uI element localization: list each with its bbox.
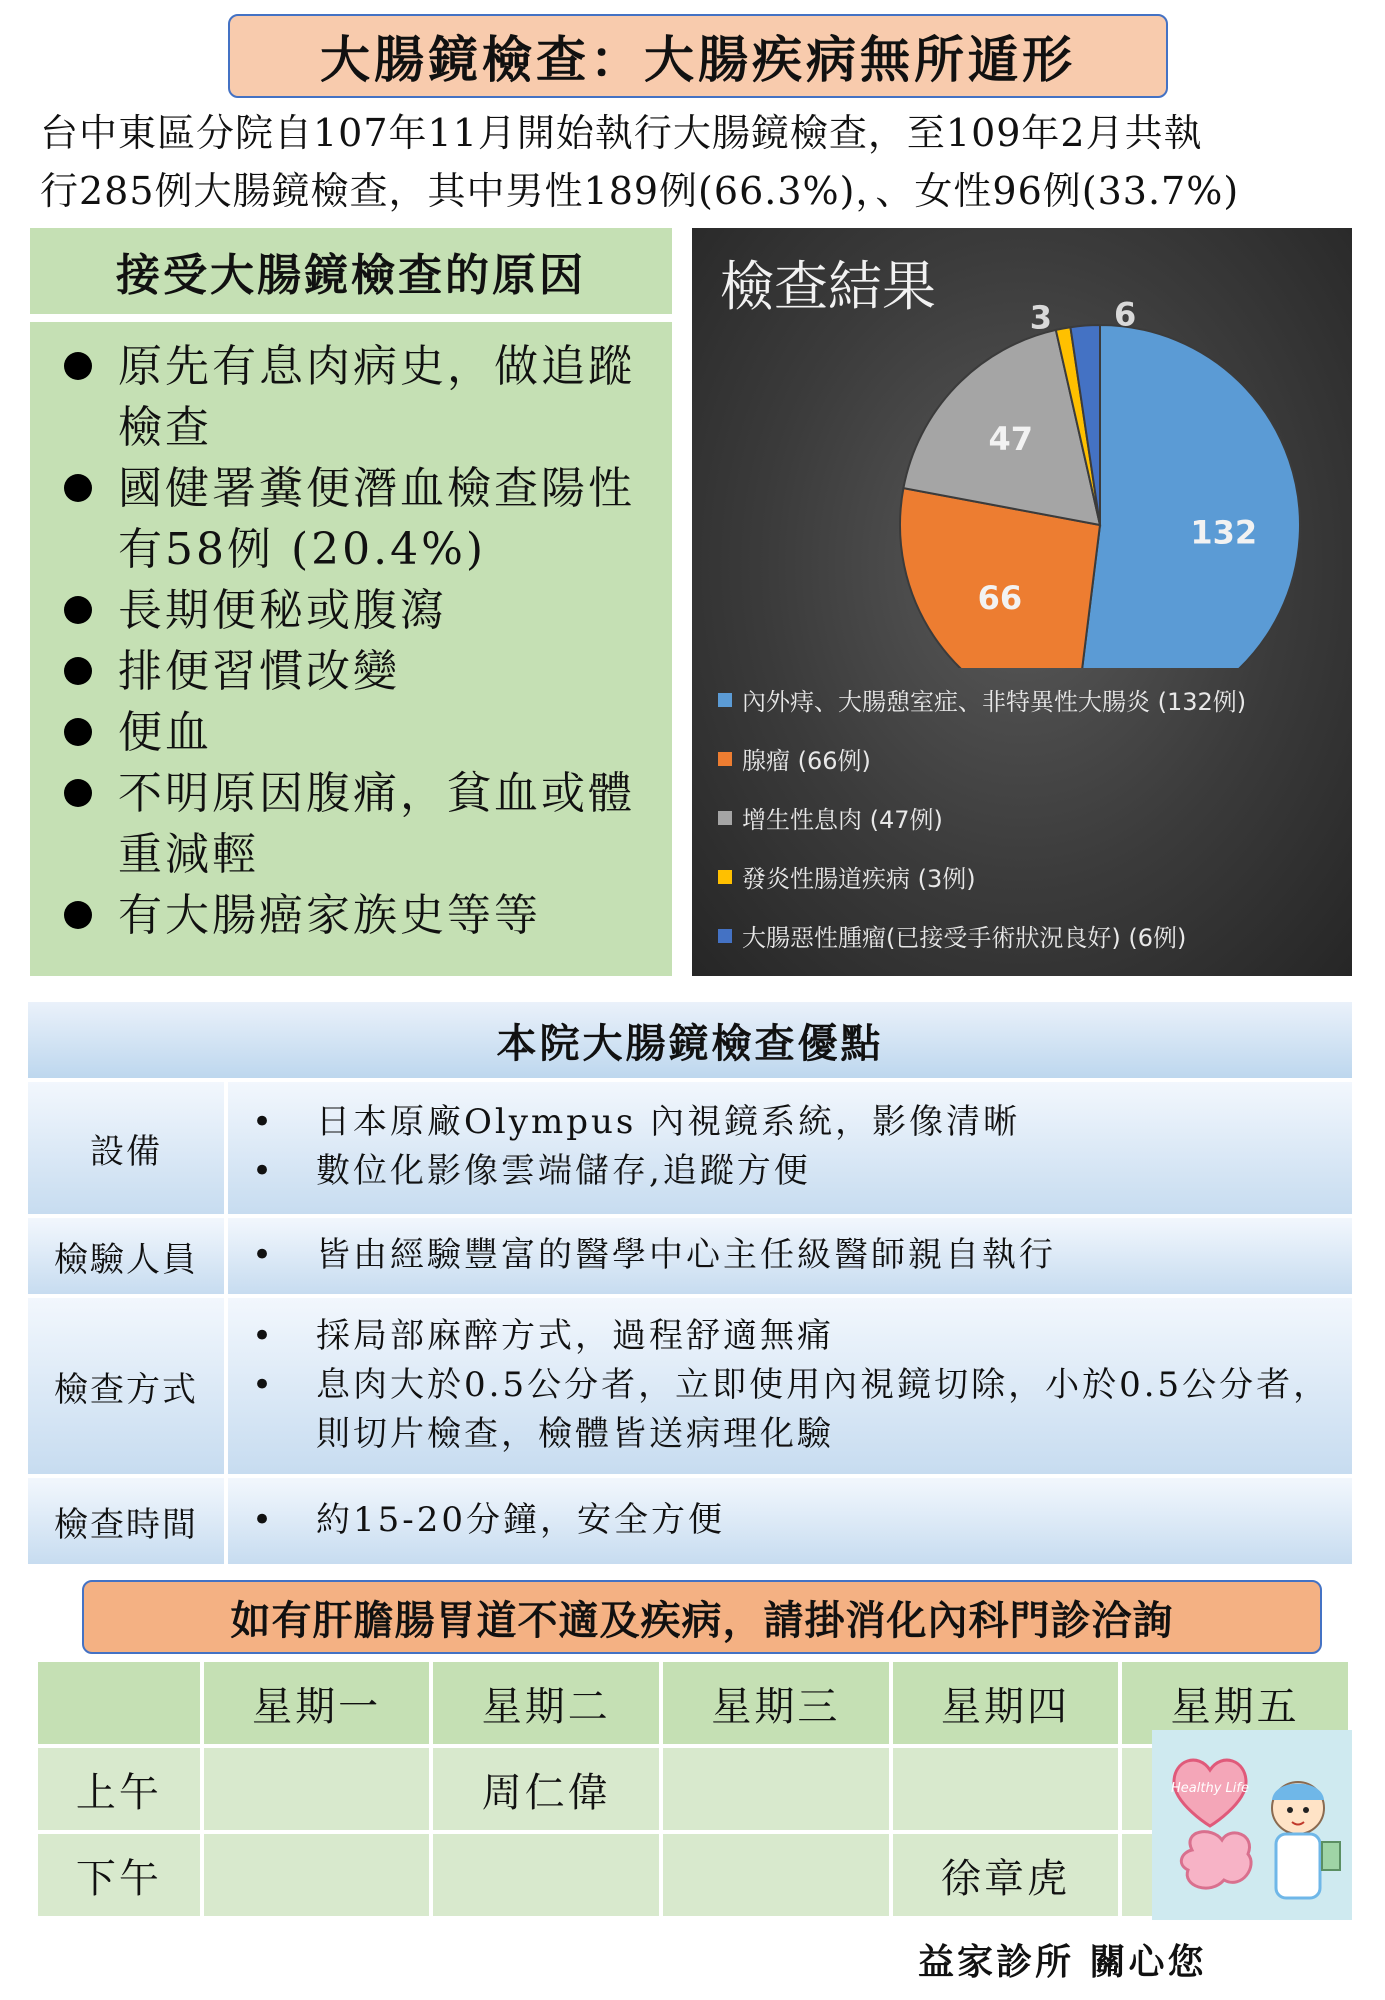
pie-data-label: 66 [977, 579, 1023, 618]
advantage-content [228, 1478, 1352, 1564]
bullet-icon: • [252, 1234, 276, 1275]
advantage-row [28, 1218, 1352, 1294]
advantages-heading: 本院大腸鏡檢查優點 [28, 1002, 1352, 1078]
advantage-label: 設備 [28, 1082, 228, 1214]
reason-text: 長期便秘或腹瀉 [118, 585, 447, 636]
schedule-cell [202, 1746, 432, 1832]
advantage-row [28, 1478, 1352, 1564]
pie-data-label: 132 [1190, 513, 1258, 552]
reason-text: 排便習慣改變 [118, 646, 400, 697]
legend-swatch-icon [718, 929, 732, 943]
bullet-dot-icon [64, 352, 92, 380]
reasons-heading: 接受大腸鏡檢查的原因 [30, 228, 672, 318]
chart-title: 檢查結果 [720, 255, 936, 318]
advantage-content [228, 1298, 1352, 1474]
bullet-icon: • [252, 1315, 276, 1356]
legend-swatch-icon [718, 752, 732, 766]
advantage-item [248, 1098, 1332, 1147]
reason-item [60, 580, 652, 641]
footer-text: 益家診所 關心您 [918, 1941, 1207, 1983]
legend-swatch-icon [718, 811, 732, 825]
legend-entry [718, 729, 1338, 788]
advantage-label: 檢驗人員 [28, 1218, 228, 1294]
bullet-icon: • [252, 1499, 276, 1540]
reason-item [60, 458, 652, 580]
clinic-notice: 如有肝膽腸胃道不適及疾病，請掛消化內科門診洽詢 [82, 1580, 1322, 1654]
legend-label: 增生性息肉 (47例) [742, 806, 943, 834]
schedule-cell [202, 1832, 432, 1918]
reason-item [60, 702, 652, 763]
schedule-row-label: 上午 [36, 1746, 202, 1832]
page-title: 大腸鏡檢查：大腸疾病無所遁形 [228, 14, 1168, 98]
bullet-dot-icon [64, 596, 92, 624]
advantage-item [248, 1231, 1332, 1280]
bullet-dot-icon [64, 657, 92, 685]
schedule-day-header: 星期三 [661, 1660, 891, 1746]
reasons-list [30, 322, 672, 976]
schedule-cell [661, 1746, 891, 1832]
advantage-label: 檢查時間 [28, 1478, 228, 1564]
advantage-label: 檢查方式 [28, 1298, 228, 1474]
reason-item [60, 641, 652, 702]
pie-data-label: 3 [1029, 298, 1053, 337]
schedule-day-header: 星期五 [1120, 1660, 1350, 1746]
reason-text: 不明原因腹痛，貧血或體重減輕 [118, 768, 635, 880]
bullet-dot-icon [64, 718, 92, 746]
legend-label: 發炎性腸道疾病 (3例) [742, 865, 976, 893]
bullet-dot-icon [64, 474, 92, 502]
schedule-day-header: 星期四 [891, 1660, 1121, 1746]
advantage-text: 數位化影像雲端儲存,追蹤方便 [316, 1151, 811, 1191]
pie-slice [1075, 325, 1300, 668]
chart-legend [718, 670, 1338, 965]
advantage-text: 日本原廠Olympus 內視鏡系統，影像清晰 [316, 1102, 1021, 1142]
legend-label: 腺瘤 (66例) [742, 747, 871, 775]
schedule-cell [891, 1746, 1121, 1832]
legend-swatch-icon [718, 870, 732, 884]
schedule-day-header: 星期二 [431, 1660, 661, 1746]
schedule-corner-cell [36, 1660, 202, 1746]
advantage-item [248, 1496, 1332, 1545]
legend-entry [718, 788, 1338, 847]
advantage-content [228, 1218, 1352, 1294]
pie-data-label: 6 [1113, 295, 1137, 334]
advantage-row [28, 1298, 1352, 1474]
advantage-text: 皆由經驗豐富的醫學中心主任級醫師親自執行 [316, 1234, 1056, 1275]
schedule-cell [661, 1832, 891, 1918]
bullet-icon: • [252, 1102, 276, 1142]
reason-item [60, 885, 652, 946]
advantage-item [248, 1312, 1332, 1361]
mascot-icon [1152, 1730, 1352, 1920]
bullet-icon: • [252, 1364, 276, 1405]
schedule-cell [431, 1832, 661, 1918]
intro-text [40, 104, 1360, 220]
intro-line-2: 行285例大腸鏡檢查，其中男性189例(66.3%)，、女性96例(33.7%) [40, 169, 1240, 213]
mascot-label: Healthy Life [1171, 1781, 1249, 1796]
reason-text: 便血 [118, 707, 212, 758]
legend-entry [718, 906, 1338, 965]
results-pie-chart [692, 228, 1352, 976]
advantage-text: 採局部麻醉方式，過程舒適無痛 [316, 1315, 834, 1356]
pie-data-label: 47 [988, 419, 1033, 458]
intro-line-1: 台中東區分院自107年11月開始執行大腸鏡檢查，至109年2月共執 [40, 111, 1203, 155]
schedule-cell: 徐章虎 [891, 1832, 1121, 1918]
schedule-cell: 周仁偉 [431, 1746, 661, 1832]
reason-text: 原先有息肉病史，做追蹤檢查 [118, 341, 635, 453]
legend-swatch-icon [718, 693, 732, 707]
advantage-item [248, 1361, 1332, 1459]
reason-item [60, 763, 652, 885]
advantage-item [248, 1147, 1332, 1196]
reason-item [60, 336, 652, 458]
legend-label: 大腸惡性腫瘤(已接受手術狀況良好) (6例) [742, 924, 1187, 952]
advantage-content [228, 1082, 1352, 1214]
legend-entry [718, 670, 1338, 729]
advantage-text: 約15-20分鐘，安全方便 [316, 1499, 726, 1540]
advantage-text: 息肉大於0.5公分者，立即使用內視鏡切除，小於0.5公分者，則切片檢查，檢體皆送病理化驗 [316, 1364, 1331, 1454]
schedule-row-label: 下午 [36, 1832, 202, 1918]
healthy-life-mascot-illustration [1152, 1730, 1352, 1920]
legend-label: 內外痔、大腸憩室症、非特異性大腸炎 (132例) [742, 688, 1247, 716]
legend-entry [718, 847, 1338, 906]
bullet-icon: • [252, 1151, 276, 1191]
schedule-day-header: 星期一 [202, 1660, 432, 1746]
advantage-row [28, 1082, 1352, 1214]
reason-text: 國健署糞便潛血檢查陽性有58例 (20.4%) [118, 463, 635, 575]
advantages-table [28, 1082, 1352, 1568]
bullet-dot-icon [64, 779, 92, 807]
reason-text: 有大腸癌家族史等等 [118, 890, 541, 941]
bullet-dot-icon [64, 901, 92, 929]
